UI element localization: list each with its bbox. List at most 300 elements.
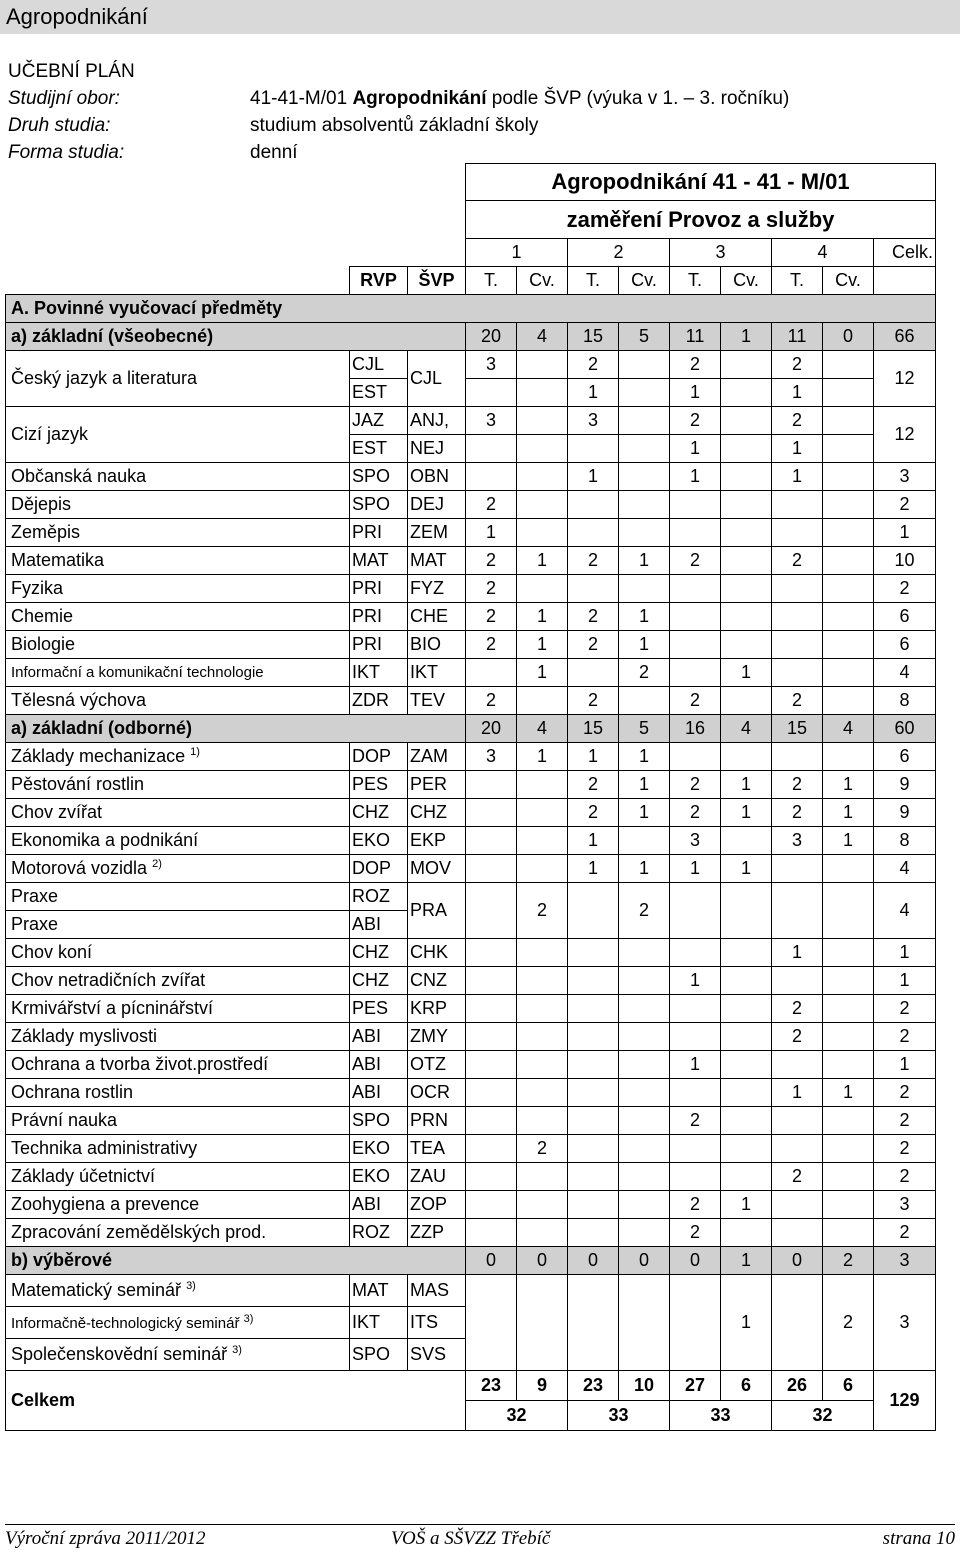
hours-cell — [721, 687, 772, 715]
hours-cell: 1 — [772, 435, 823, 463]
hours-cell: 20 — [466, 715, 517, 743]
hours-cell — [568, 491, 619, 519]
subject-label: Informačně-technologický seminář — [11, 1315, 240, 1332]
table-row — [6, 771, 936, 799]
hours-cell — [517, 519, 568, 547]
total-cell: 6 — [874, 743, 936, 771]
rvp-code: ZDR — [350, 687, 408, 715]
subject-name — [6, 1079, 350, 1107]
hours-cell — [619, 379, 670, 407]
hours-cell — [721, 967, 772, 995]
total-cell: 2 — [874, 1163, 936, 1191]
svp-code: CNZ — [408, 967, 466, 995]
hours-cell — [670, 519, 721, 547]
hours-cell: 1 — [721, 771, 772, 799]
total-cell: 2 — [874, 1107, 936, 1135]
svp-code: ITS — [408, 1307, 466, 1339]
forma-line — [8, 139, 298, 166]
table-row — [6, 1135, 936, 1163]
hours-cell — [517, 1023, 568, 1051]
hours-cell — [823, 1135, 874, 1163]
hours-cell: 2 — [466, 631, 517, 659]
svp-code: ZZP — [408, 1219, 466, 1247]
table-row — [6, 1163, 936, 1191]
rvp-code: ROZ — [350, 1219, 408, 1247]
hours-cell — [568, 1023, 619, 1051]
hours-cell — [823, 519, 874, 547]
hours-cell — [721, 603, 772, 631]
table-row — [6, 827, 936, 855]
rvp-header: RVP — [350, 267, 408, 295]
hours-cell — [568, 575, 619, 603]
table-row — [6, 603, 936, 631]
year-4: 4 — [772, 239, 874, 267]
hours-cell — [670, 631, 721, 659]
hours-cell — [823, 1191, 874, 1219]
hours-cell: 1 — [517, 659, 568, 687]
svp-code: ZOP — [408, 1191, 466, 1219]
hours-cell — [670, 939, 721, 967]
hours-cell: 2 — [772, 547, 823, 575]
svp-code: ZAU — [408, 1163, 466, 1191]
svp-code: TEA — [408, 1135, 466, 1163]
total-hours-cell: 23 — [466, 1371, 517, 1401]
table-row — [6, 995, 936, 1023]
svp-code: OCR — [408, 1079, 466, 1107]
hours-cell — [619, 687, 670, 715]
total-cell: 6 — [874, 603, 936, 631]
hours-cell — [619, 491, 670, 519]
grand-total-cell: 129 — [874, 1371, 936, 1431]
hours-cell — [721, 407, 772, 435]
hours-cell — [568, 519, 619, 547]
svp-code: NEJ — [408, 435, 466, 463]
subject-label: Technika administrativy — [11, 1138, 198, 1158]
hours-cell: 2 — [772, 771, 823, 799]
hours-cell: 3 — [466, 407, 517, 435]
total-cell: 4 — [874, 659, 936, 687]
hours-cell — [670, 743, 721, 771]
rvp-code: EKO — [350, 1163, 408, 1191]
year-3: 3 — [670, 239, 772, 267]
hours-cell — [823, 603, 874, 631]
year-total-cell: 32 — [772, 1401, 874, 1431]
hours-cell: 1 — [721, 799, 772, 827]
obor-rest: podle ŠVP (výuka v 1. – 3. ročníku) — [491, 88, 790, 109]
hours-cell: 1 — [772, 939, 823, 967]
hours-cell: 2 — [772, 799, 823, 827]
table-row — [6, 743, 936, 771]
subject-name — [6, 603, 350, 631]
hours-cell — [772, 491, 823, 519]
hours-cell: 0 — [466, 1247, 517, 1275]
hours-cell — [772, 519, 823, 547]
hours-cell: 1 — [823, 827, 874, 855]
hours-cell — [823, 351, 874, 379]
svp-code: SVS — [408, 1339, 466, 1371]
hours-cell — [619, 1051, 670, 1079]
hours-cell: 2 — [772, 1023, 823, 1051]
subject-label: Tělesná výchova — [11, 690, 147, 710]
hours-cell: 15 — [568, 715, 619, 743]
hours-cell — [517, 967, 568, 995]
hours-cell — [466, 827, 517, 855]
hours-cell — [823, 491, 874, 519]
total-cell: 4 — [874, 855, 936, 883]
hours-cell — [517, 435, 568, 463]
hours-cell — [619, 1275, 670, 1371]
hours-cell — [568, 995, 619, 1023]
hours-cell — [568, 939, 619, 967]
section-zakladni-vseobecne: a) základní (všeobecné) — [6, 323, 466, 351]
hours-cell: 1 — [619, 855, 670, 883]
cv-header: Cv. — [721, 267, 772, 295]
footnote-mark: 3) — [186, 1280, 196, 1292]
hours-cell: 2 — [670, 1107, 721, 1135]
year-total-cell: 33 — [670, 1401, 772, 1431]
hours-cell: 2 — [670, 1191, 721, 1219]
hours-cell — [517, 1051, 568, 1079]
hours-cell: 0 — [568, 1247, 619, 1275]
hours-cell: 2 — [772, 351, 823, 379]
total-hours-cell: 27 — [670, 1371, 721, 1401]
hours-cell — [568, 1275, 619, 1371]
celkem-label: Celkem — [6, 1371, 466, 1431]
hours-cell — [466, 435, 517, 463]
hours-cell: 1 — [772, 1079, 823, 1107]
subject-name: Praxe — [6, 883, 350, 911]
hours-cell — [466, 1135, 517, 1163]
subject-label: Chov koní — [11, 942, 93, 962]
hours-cell — [466, 1275, 517, 1371]
subject-name — [6, 799, 350, 827]
rvp-code: JAZ — [350, 407, 408, 435]
table-row — [6, 855, 936, 883]
hours-cell: 1 — [670, 1051, 721, 1079]
hours-cell: 2 — [568, 771, 619, 799]
total-cell: 2 — [874, 1023, 936, 1051]
rvp-code: DOP — [350, 743, 408, 771]
hours-cell — [517, 407, 568, 435]
subject-label: Společenskovědní seminář — [11, 1344, 228, 1364]
table-row — [6, 547, 936, 575]
subject-label: Občanská nauka — [11, 466, 147, 486]
hours-cell — [721, 1163, 772, 1191]
hours-cell: 4 — [517, 323, 568, 351]
hours-cell — [619, 1079, 670, 1107]
hours-cell — [670, 883, 721, 939]
hours-cell: 3 — [670, 827, 721, 855]
hours-cell — [466, 659, 517, 687]
rvp-code: PRI — [350, 575, 408, 603]
hours-cell — [721, 743, 772, 771]
table-row — [6, 799, 936, 827]
druh-value: studium absolventů základní školy — [250, 115, 539, 136]
hours-cell — [823, 1219, 874, 1247]
table-row — [6, 631, 936, 659]
hours-cell — [823, 379, 874, 407]
hours-cell — [517, 1163, 568, 1191]
t-header: T. — [670, 267, 721, 295]
hours-cell: 1 — [517, 743, 568, 771]
hours-cell — [517, 1191, 568, 1219]
hours-cell: 1 — [568, 855, 619, 883]
hours-cell — [517, 1107, 568, 1135]
subject-label: Motorová vozidla — [11, 858, 148, 878]
hours-cell — [823, 463, 874, 491]
table-row — [6, 1023, 936, 1051]
forma-value: denní — [250, 142, 298, 163]
footnote-mark: 3) — [243, 1313, 254, 1325]
hours-cell — [466, 799, 517, 827]
hours-cell — [823, 407, 874, 435]
hours-cell: 1 — [517, 631, 568, 659]
hours-cell — [619, 463, 670, 491]
svp-code: ZMY — [408, 1023, 466, 1051]
hours-cell — [823, 883, 874, 939]
subject-name — [6, 1275, 350, 1307]
svp-code: ANJ, — [408, 407, 466, 435]
table-row — [6, 519, 936, 547]
total-hours-cell: 6 — [823, 1371, 874, 1401]
rvp-code: ABI — [350, 911, 408, 939]
hours-cell — [721, 1051, 772, 1079]
subject-label: Krmivářství a pícninářství — [11, 998, 214, 1018]
svp-code: PER — [408, 771, 466, 799]
rvp-code: CHZ — [350, 967, 408, 995]
rvp-code: PES — [350, 995, 408, 1023]
hours-cell — [772, 1051, 823, 1079]
hours-cell — [721, 351, 772, 379]
subject-label: Informační a komunikační technologie — [11, 664, 264, 681]
hours-cell: 0 — [517, 1247, 568, 1275]
t-header: T. — [772, 267, 823, 295]
hours-cell — [517, 491, 568, 519]
hours-cell — [517, 1219, 568, 1247]
subject-name — [6, 1051, 350, 1079]
hours-cell: 1 — [721, 1191, 772, 1219]
year-1: 1 — [466, 239, 568, 267]
hours-cell: 2 — [466, 603, 517, 631]
table-row — [6, 1107, 936, 1135]
hours-cell: 1 — [721, 659, 772, 687]
hours-cell — [721, 631, 772, 659]
rvp-code: DOP — [350, 855, 408, 883]
hours-cell: 2 — [772, 1163, 823, 1191]
hours-cell — [823, 687, 874, 715]
hours-cell — [619, 1023, 670, 1051]
hours-cell — [721, 379, 772, 407]
subject-label: Pěstování rostlin — [11, 774, 145, 794]
rvp-code: ABI — [350, 1023, 408, 1051]
hours-cell: 5 — [619, 715, 670, 743]
hours-cell — [772, 1191, 823, 1219]
rvp-code: CHZ — [350, 939, 408, 967]
hours-cell: 1 — [721, 1275, 772, 1371]
subject-name — [6, 463, 350, 491]
subject-name — [6, 1135, 350, 1163]
hours-cell: 2 — [466, 687, 517, 715]
subject-name: Praxe — [6, 911, 350, 939]
svp-code: KRP — [408, 995, 466, 1023]
subject-name — [6, 1023, 350, 1051]
hours-cell — [721, 827, 772, 855]
hours-cell — [721, 547, 772, 575]
hours-cell: 3 — [466, 351, 517, 379]
hours-cell — [568, 1051, 619, 1079]
svp-code: TEV — [408, 687, 466, 715]
hours-cell: 2 — [568, 631, 619, 659]
plan-title: UČEBNÍ PLÁN — [8, 61, 135, 82]
hours-cell: 0 — [619, 1247, 670, 1275]
hours-cell — [619, 827, 670, 855]
table-row — [6, 1191, 936, 1219]
section-row — [6, 715, 936, 743]
hours-cell: 1 — [772, 379, 823, 407]
subject-label: Zeměpis — [11, 522, 81, 542]
total-cell: 2 — [874, 575, 936, 603]
total-cell: 8 — [874, 827, 936, 855]
svp-code: CJL — [408, 351, 466, 407]
hours-cell — [568, 1107, 619, 1135]
hours-cell — [772, 855, 823, 883]
hours-cell: 1 — [670, 967, 721, 995]
svp-code: CHK — [408, 939, 466, 967]
cv-header: Cv. — [517, 267, 568, 295]
subject-name — [6, 1219, 350, 1247]
hours-cell — [619, 1107, 670, 1135]
svp-code: IKT — [408, 659, 466, 687]
hours-cell: 1 — [670, 855, 721, 883]
svp-code: OBN — [408, 463, 466, 491]
footnote-mark: 2) — [152, 858, 162, 870]
hours-cell: 1 — [568, 743, 619, 771]
hours-cell: 2 — [823, 1247, 874, 1275]
hours-cell — [823, 743, 874, 771]
table-row — [6, 1219, 936, 1247]
hours-cell — [517, 939, 568, 967]
hours-cell — [721, 519, 772, 547]
subject-name — [6, 1163, 350, 1191]
hours-cell: 0 — [670, 1247, 721, 1275]
hours-cell — [568, 967, 619, 995]
t-header: T. — [466, 267, 517, 295]
table-body — [6, 164, 936, 1431]
total-cell: 2 — [874, 1079, 936, 1107]
subject-label: Ochrana rostlin — [11, 1082, 134, 1102]
table-row — [6, 967, 936, 995]
subject-label: Biologie — [11, 634, 76, 654]
svp-code: CHE — [408, 603, 466, 631]
hours-cell — [721, 1107, 772, 1135]
rvp-code: CHZ — [350, 799, 408, 827]
table-row — [6, 1051, 936, 1079]
svp-code: OTZ — [408, 1051, 466, 1079]
rvp-code: IKT — [350, 659, 408, 687]
hours-cell: 2 — [466, 575, 517, 603]
section-zakladni-odborne: a) základní (odborné) — [6, 715, 466, 743]
hours-cell: 1 — [670, 379, 721, 407]
svp-code: EKP — [408, 827, 466, 855]
footnote-mark: 3) — [232, 1344, 242, 1356]
table-row — [6, 1079, 936, 1107]
hours-cell — [619, 519, 670, 547]
hours-cell — [517, 351, 568, 379]
table-row — [6, 939, 936, 967]
total-hours-cell: 26 — [772, 1371, 823, 1401]
druh-label: Druh studia: — [8, 115, 111, 136]
druh-line — [8, 112, 538, 139]
section-row — [6, 1247, 936, 1275]
hours-cell: 1 — [466, 519, 517, 547]
svp-code: MAS — [408, 1275, 466, 1307]
celk-header: Celk. — [874, 239, 936, 267]
svp-code: MOV — [408, 855, 466, 883]
hours-cell — [619, 1163, 670, 1191]
hours-cell: 1 — [619, 771, 670, 799]
hours-cell: 2 — [619, 659, 670, 687]
total-row — [6, 1371, 936, 1401]
obor-code: 41-41-M/01 — [250, 88, 348, 109]
hours-cell — [466, 1219, 517, 1247]
hours-cell — [721, 463, 772, 491]
hours-cell: 2 — [823, 1275, 874, 1371]
hours-cell — [721, 1079, 772, 1107]
subject-name — [6, 995, 350, 1023]
hours-cell: 2 — [568, 547, 619, 575]
hours-cell — [823, 575, 874, 603]
year-total-cell: 33 — [568, 1401, 670, 1431]
hours-cell: 2 — [670, 687, 721, 715]
subject-label: Zoohygiena a prevence — [11, 1194, 200, 1214]
hours-cell: 2 — [670, 547, 721, 575]
total-cell: 8 — [874, 687, 936, 715]
hours-cell: 4 — [721, 715, 772, 743]
hours-cell: 2 — [670, 799, 721, 827]
svp-code: CHZ — [408, 799, 466, 827]
hours-cell: 2 — [517, 883, 568, 939]
hours-cell — [619, 435, 670, 463]
subject-label: Základy účetnictví — [11, 1166, 156, 1186]
subject-name — [6, 631, 350, 659]
hours-cell: 2 — [619, 883, 670, 939]
rvp-code: EKO — [350, 827, 408, 855]
hours-cell — [466, 967, 517, 995]
subject-name — [6, 491, 350, 519]
hours-cell — [721, 883, 772, 939]
subject-name — [6, 575, 350, 603]
hours-cell — [670, 603, 721, 631]
rvp-code: SPO — [350, 1339, 408, 1371]
hours-cell: 0 — [772, 1247, 823, 1275]
section-vyberove: b) výběrové — [6, 1247, 466, 1275]
hours-cell: 2 — [466, 491, 517, 519]
rvp-code: SPO — [350, 1107, 408, 1135]
hours-cell: 2 — [772, 995, 823, 1023]
curriculum-table — [5, 163, 936, 1431]
hours-cell: 2 — [670, 407, 721, 435]
rvp-code: EST — [350, 435, 408, 463]
hours-cell — [721, 575, 772, 603]
hours-cell — [466, 771, 517, 799]
total-cell: 6 — [874, 631, 936, 659]
rvp-code: IKT — [350, 1307, 408, 1339]
hours-cell — [823, 1023, 874, 1051]
forma-label: Forma studia: — [8, 142, 125, 163]
hours-cell — [670, 659, 721, 687]
hours-cell — [568, 435, 619, 463]
hours-cell — [772, 1107, 823, 1135]
